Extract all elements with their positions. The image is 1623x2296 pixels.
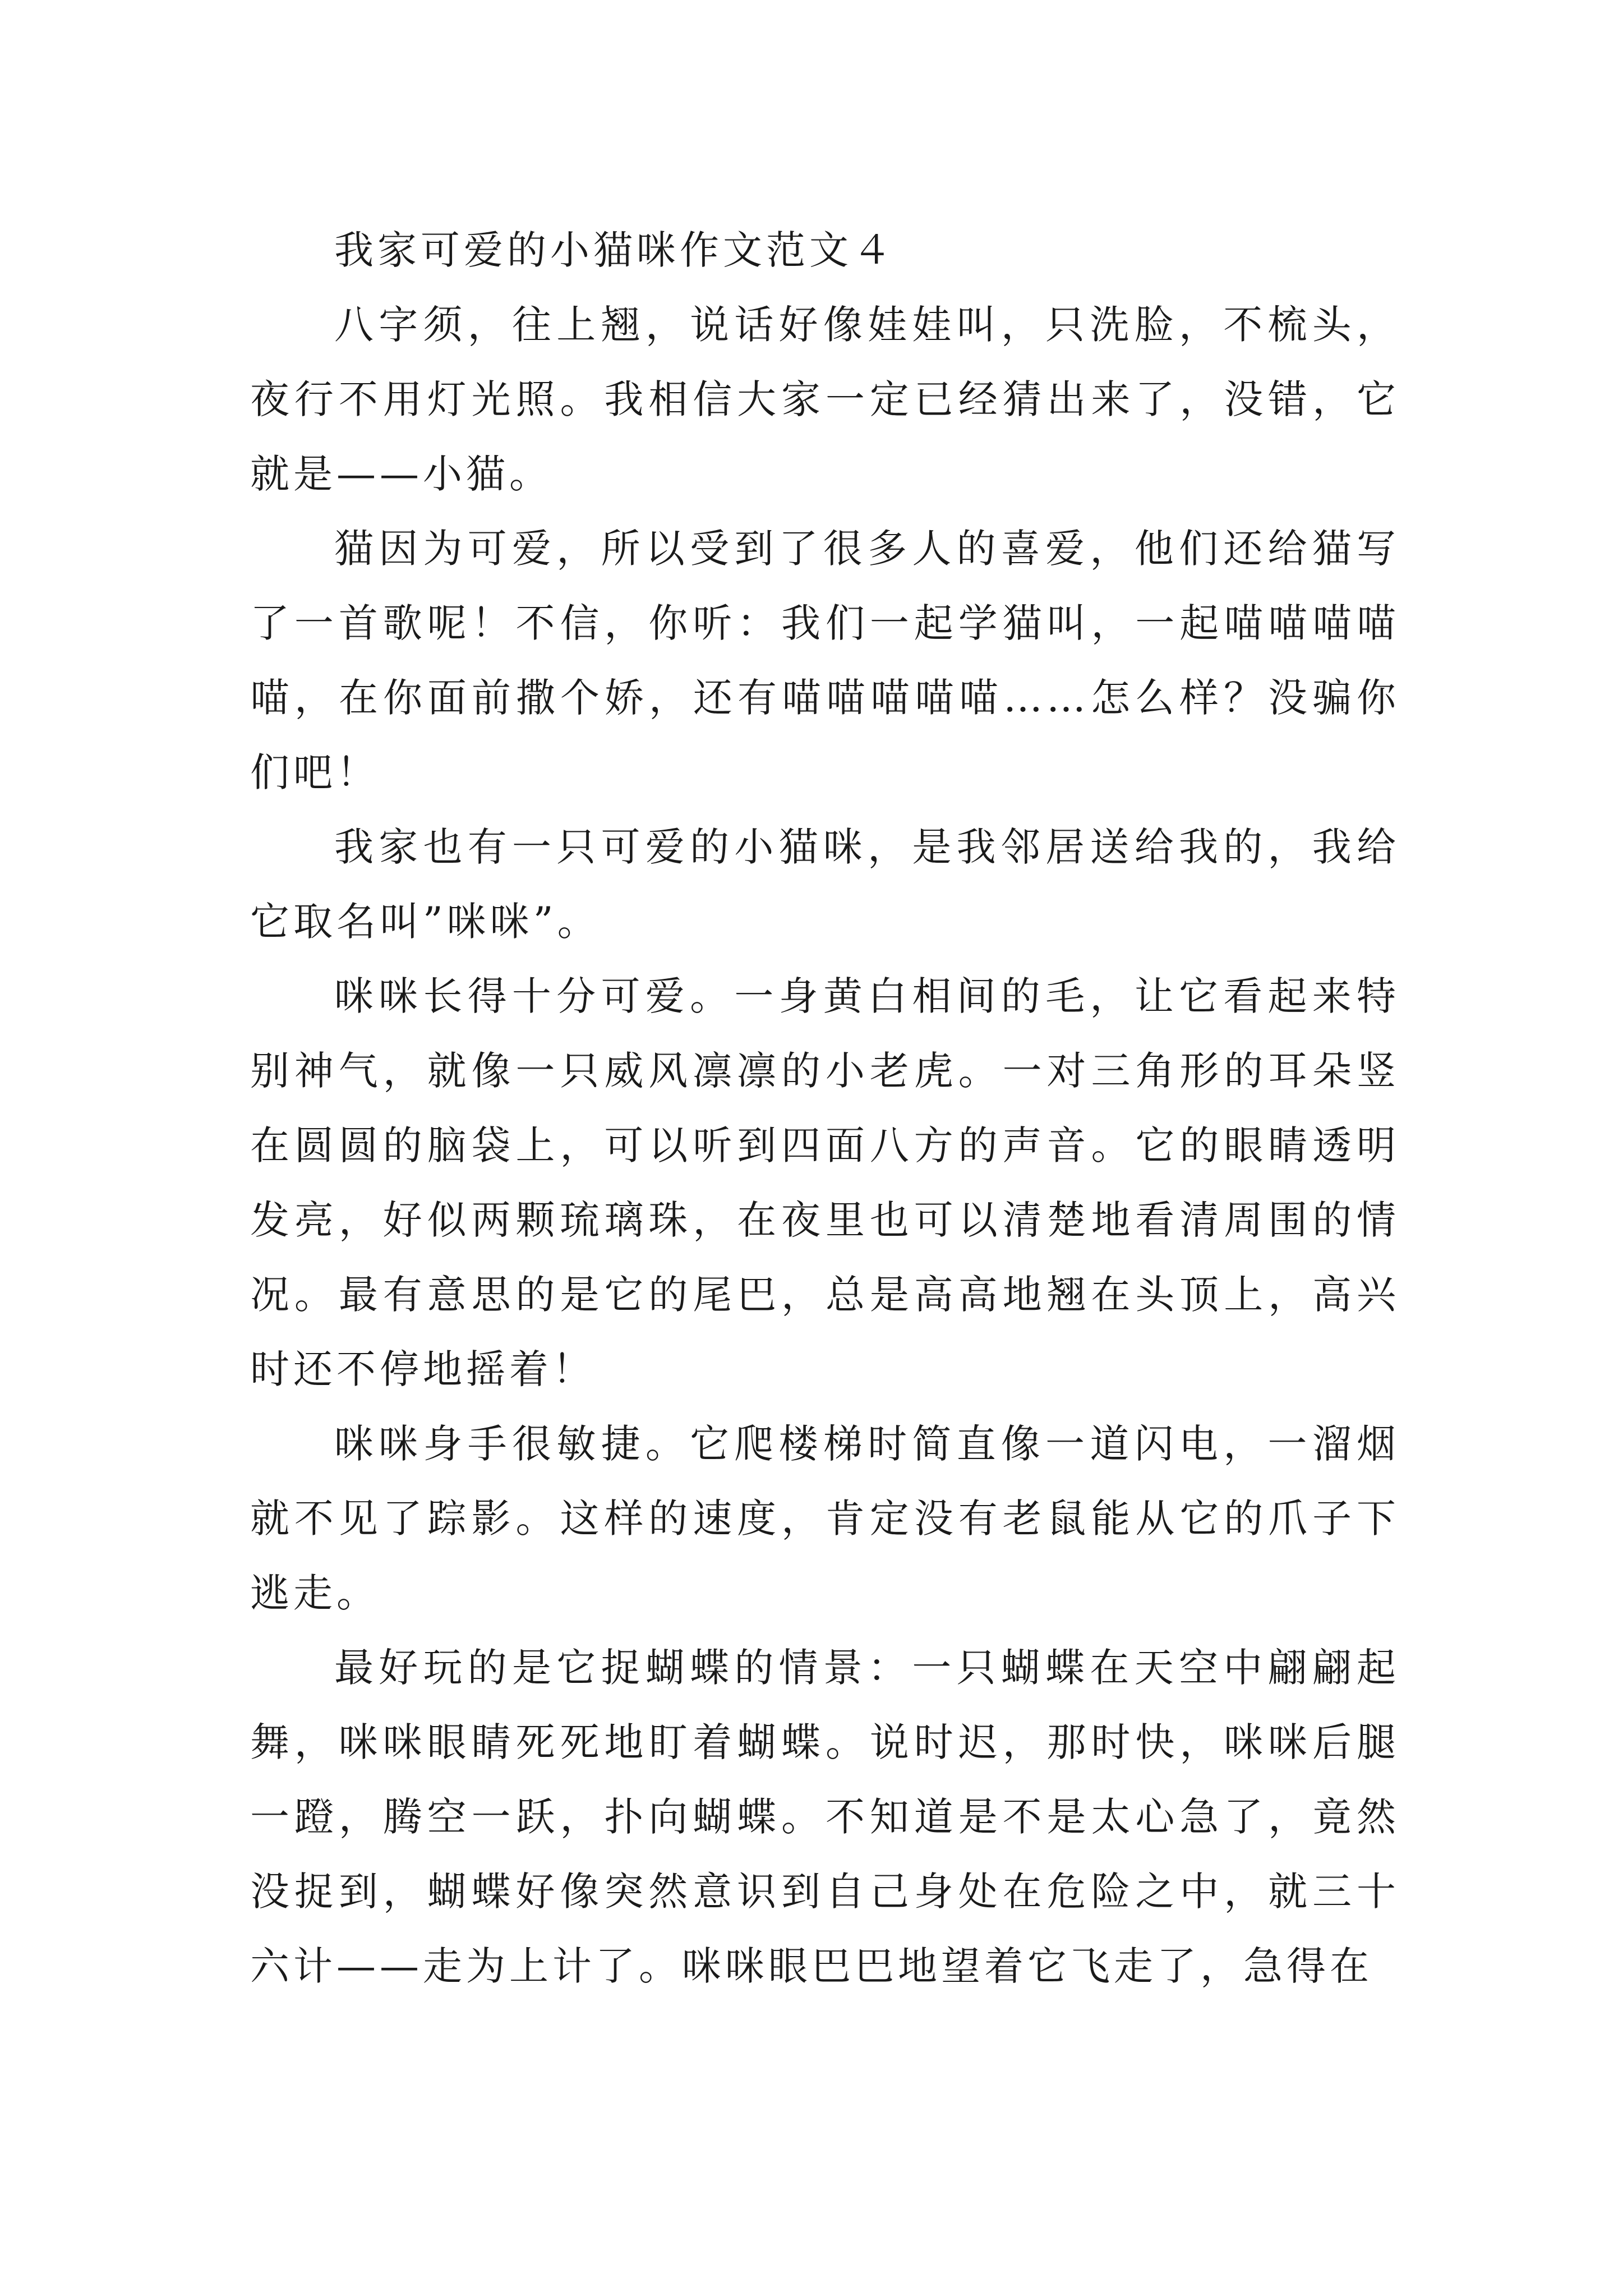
paragraph-3: 我家也有一只可爱的小猫咪，是我邻居送给我的，我给它取名叫”咪咪”。 xyxy=(250,824,1400,945)
paragraph-1: 八字须，往上翘，说话好像娃娃叫，只洗脸，不梳头，夜行不用灯光照。我相信大家一定已经猜出来了，没错，它就是——小猫。 xyxy=(250,302,1400,497)
essay-title: 我家可爱的小猫咪作文范文４ xyxy=(334,227,896,273)
essay-body xyxy=(250,213,1400,2004)
paragraph-6: 最好玩的是它捉蝴蝶的情景：一只蝴蝶在天空中翩翩起舞，咪咪眼睛死死地盯着蝴蝶。说时迟，那时快，咪咪后腿一蹬，腾空一跃，扑向蝴蝶。不知道是不是太心急了，竟然没捉到，蝴蝶好像突然意识到自己身处在危险之中，就三十六计——走为上计了。咪咪眼巴巴地望着它飞走了，急得在 xyxy=(250,1645,1400,1989)
paragraph-2: 猫因为可爱，所以受到了很多人的喜爱，他们还给猫写了一首歌呢！不信，你听：我们一起学猫叫，一起喵喵喵喵喵，在你面前撒个娇，还有喵喵喵喵喵……怎么样？没骗你们吧！ xyxy=(250,526,1400,795)
paragraph-5: 咪咪身手很敏捷。它爬楼梯时简直像一道闪电，一溜烟就不见了踪影。这样的速度，肯定没有老鼠能从它的爪子下逃走。 xyxy=(250,1421,1400,1616)
paragraph-4: 咪咪长得十分可爱。一身黄白相间的毛，让它看起来特别神气，就像一只威风凛凛的小老虎。一对三角形的耳朵竖在圆圆的脑袋上，可以听到四面八方的声音。它的眼睛透明发亮，好似两颗琉璃珠，在夜里也可以清楚地看清周围的情况。最有意思的是它的尾巴，总是高高地翘在头顶上，高兴时还不停地摇着！ xyxy=(250,973,1400,1392)
